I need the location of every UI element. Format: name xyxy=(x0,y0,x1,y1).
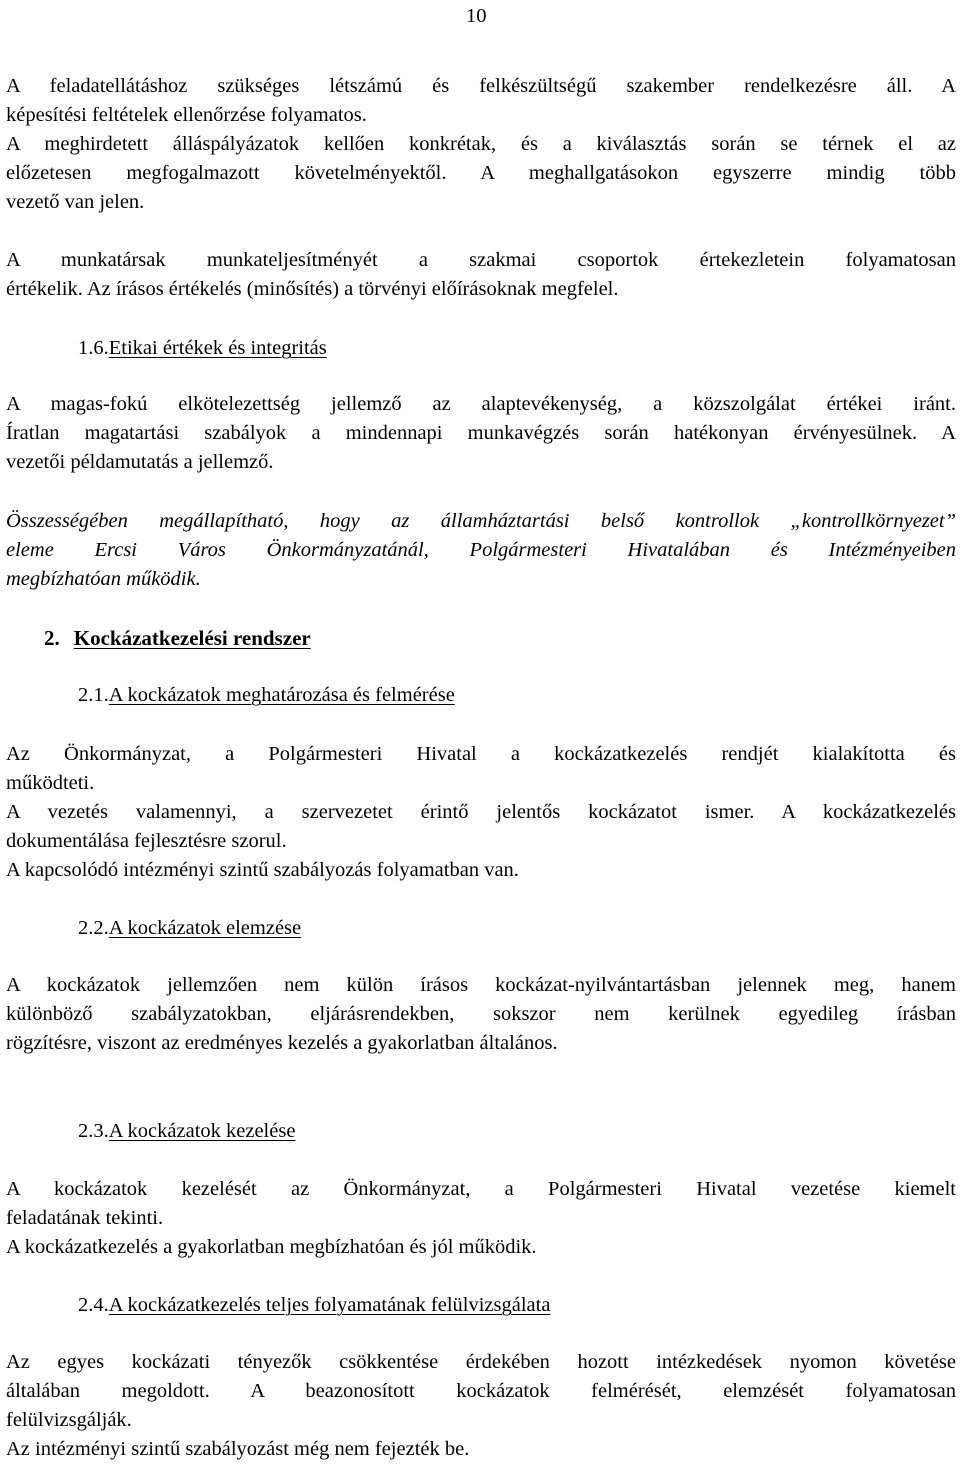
section-title: A kockázatok meghatározása és felmérése xyxy=(108,684,455,706)
text-line: Íratlan magatartási szabályok a mindennapi munkavégzés során hatékonyan érvényesülnek. A xyxy=(6,422,956,444)
page-number: 10 xyxy=(466,5,487,27)
text-line: A magas-fokú elkötelezettség jellemző az alaptevékenység, a közszolgálat értékei iránt. xyxy=(6,393,956,415)
section-heading-2-2 xyxy=(78,914,301,943)
text-line: Összességében megállapítható, hogy az államháztartási belső kontrollok „kontrollkörnyezet” xyxy=(6,510,956,532)
text-line: rögzítésre, viszont az eredményes kezelés a gyakorlatban általános. xyxy=(6,1032,558,1054)
text-line: A munkatársak munkateljesítményét a szakmai csoportok értekezletein folyamatosan xyxy=(6,249,956,271)
text-line: dokumentálása fejlesztésre szorul. xyxy=(6,830,287,852)
chapter-title: Kockázatkezelési rendszer xyxy=(73,626,311,650)
paragraph-performance xyxy=(6,246,956,304)
chapter-heading-2 xyxy=(44,624,311,653)
paragraph-ethics xyxy=(6,390,956,477)
text-line: megbízhatóan működik. xyxy=(6,568,201,590)
text-line: értékelik. Az írásos értékelés (minősítés) a törvényi előírásoknak megfelel. xyxy=(6,278,619,300)
text-line: A feladatellátáshoz szükséges létszámú és felkészültségű szakember rendelkezésre áll. A xyxy=(6,75,956,97)
section-number: 2.4. xyxy=(78,1294,109,1316)
text-line: működteti. xyxy=(6,772,95,794)
text-line: feladatának tekinti. xyxy=(6,1207,164,1229)
text-line: Az egyes kockázati tényezők csökkentése érdekében hozott intézkedések nyomon követése xyxy=(6,1351,956,1373)
chapter-number: 2. xyxy=(44,626,60,650)
text-line: A kockázatok jellemzően nem külön írásos kockázat-nyilvántartásban jelennek meg, hanem xyxy=(6,974,956,996)
section-title: A kockázatkezelés teljes folyamatának felülvizsgálata xyxy=(108,1294,551,1316)
paragraph-risk-analysis xyxy=(6,971,956,1058)
paragraph-risk-review xyxy=(6,1348,956,1464)
section-number: 2.2. xyxy=(78,917,109,939)
text-line: A kockázatkezelés a gyakorlatban megbízhatóan és jól működik. xyxy=(6,1236,537,1258)
text-line: A vezetés valamennyi, a szervezetet érintő jelentős kockázatot ismer. A kockázatkezelés xyxy=(6,801,956,823)
text-line: Az intézményi szintű szabályozást még nem fejezték be. xyxy=(6,1438,470,1460)
section-heading-2-3 xyxy=(78,1117,295,1146)
paragraph-risk-assessment xyxy=(6,740,956,885)
text-line: előzetesen megfogalmazott követelményektől. A meghallgatásokon egyszerre mindig több xyxy=(6,162,956,184)
text-line: felülvizsgálják. xyxy=(6,1409,132,1431)
text-line: általában megoldott. A beazonosított kockázatok felmérését, elemzését folyamatosan xyxy=(6,1380,956,1402)
section-number: 1.6. xyxy=(78,337,109,359)
text-line: vezetői példamutatás a jellemző. xyxy=(6,451,274,473)
section-heading-2-1 xyxy=(78,681,455,710)
text-line: vezető van jelen. xyxy=(6,191,145,213)
paragraph-staffing xyxy=(6,72,956,217)
section-heading-2-4 xyxy=(78,1291,550,1320)
text-line: A meghirdetett álláspályázatok kellően konkrétak, és a kiválasztás során se térnek el az xyxy=(6,133,956,155)
section-number: 2.1. xyxy=(78,684,109,706)
text-line: Az Önkormányzat, a Polgármesteri Hivatal a kockázatkezelés rendjét kialakította és xyxy=(6,743,956,765)
text-line: A kapcsolódó intézményi szintű szabályozás folyamatban van. xyxy=(6,859,519,881)
paragraph-summary xyxy=(6,507,956,594)
section-title: A kockázatok elemzése xyxy=(108,917,302,939)
text-line: eleme Ercsi Város Önkormányzatánál, Polgármesteri Hivatalában és Intézményeiben xyxy=(6,539,956,561)
section-heading-1-6 xyxy=(78,334,327,363)
text-line: A kockázatok kezelését az Önkormányzat, a Polgármesteri Hivatal vezetése kiemelt xyxy=(6,1178,956,1200)
paragraph-risk-handling xyxy=(6,1175,956,1262)
text-line: képesítési feltételek ellenőrzése folyamatos. xyxy=(6,104,367,126)
section-number: 2.3. xyxy=(78,1120,109,1142)
text-line: különböző szabályzatokban, eljárásrendekben, sokszor nem kerülnek egyedileg írásban xyxy=(6,1003,956,1025)
section-title: Etikai értékek és integritás xyxy=(108,337,327,359)
section-title: A kockázatok kezelése xyxy=(108,1120,296,1142)
